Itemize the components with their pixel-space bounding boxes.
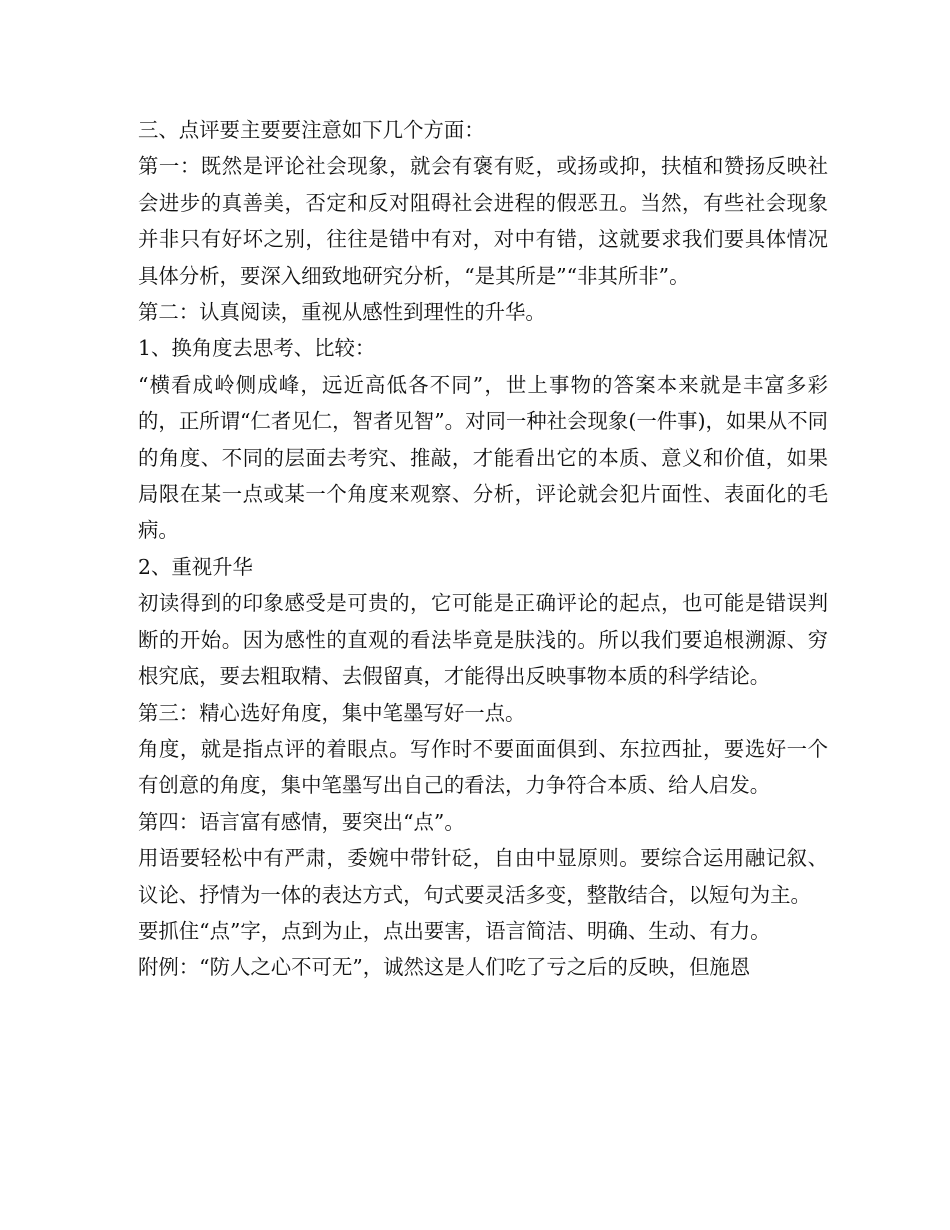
paragraph-point-three: 第三：精心选好角度，集中笔墨写好一点。 bbox=[138, 700, 526, 725]
section-heading: 三、点评要主要要注意如下几个方面： bbox=[138, 118, 485, 142]
document-body bbox=[138, 112, 828, 986]
paragraph-point-one: 第一：既然是评论社会现象，就会有褒有贬，或扬或抑，扶植和赞扬反映社会进步的真善美，否定和反对阻碍社会进程的假恶丑。当然，有些社会现象并非只有好坏之别，往往是错中有对，对中有错，这就要求我们要具体情况具体分析，要深入细致地研究分析，“是其所是”“非其所非”。 bbox=[138, 154, 828, 288]
paragraph-point-two: 第二：认真阅读，重视从感性到理性的升华。 bbox=[138, 300, 546, 325]
subheading-sublimation: 2、重视升华 bbox=[138, 554, 253, 579]
subheading-change-angle: 1、换角度去思考、比较： bbox=[138, 336, 376, 361]
paragraph-point-four: 第四：语言富有感情，要突出“点”。 bbox=[138, 809, 465, 834]
paragraph-language: 用语要轻松中有严肃，委婉中带针砭，自由中显原则。要综合运用融记叙、议论、抒情为一体的表达方式，句式要灵活多变，整散结合，以短句为主。 bbox=[138, 846, 828, 907]
paragraph-angle: 角度，就是指点评的着眼点。写作时不要面面俱到、东拉西扯，要选好一个有创意的角度，集中笔墨写出自己的看法，力争符合本质、给人启发。 bbox=[138, 736, 828, 798]
paragraph-change-angle: “横看成岭侧成峰，远近高低各不同”，世上事物的答案本来就是丰富多彩的，正所谓“仁者见仁，智者见智”。对同一种社会现象(一件事)，如果从不同的角度、不同的层面去考究、推敲，才能看出它的本质、意义和价值，如果局限在某一点或某一个角度来观察、分析，评论就会犯片面性、表面化的毛病。 bbox=[138, 372, 828, 543]
paragraph-sublimation: 初读得到的印象感受是可贵的，它可能是正确评论的起点，也可能是错误判断的开始。因为感性的直观的看法毕竟是肤浅的。所以我们要追根溯源、穷根究底，要去粗取精、去假留真，才能得出反映事物本质的科学结论。 bbox=[138, 591, 828, 689]
paragraph-example: 附例：“防人之心不可无”，诚然这是人们吃了亏之后的反映，但施恩 bbox=[138, 955, 751, 980]
paragraph-grasp-point: 要抓住“点”字，点到为止，点出要害，语言简洁、明确、生动、有力。 bbox=[138, 918, 771, 943]
